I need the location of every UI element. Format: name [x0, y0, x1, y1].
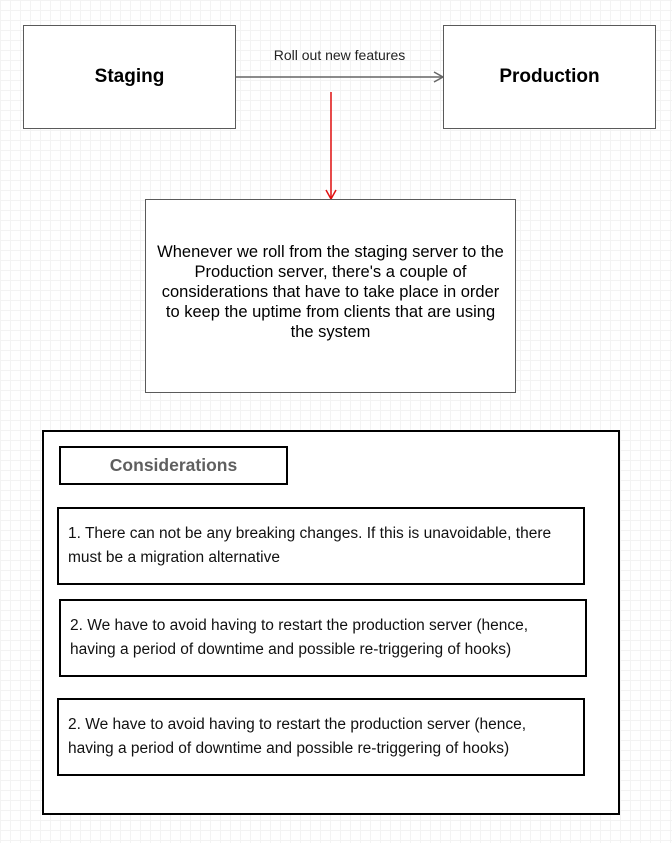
consideration-item-1[interactable] [57, 507, 585, 585]
consideration-item-1-text: 1. There can not be any breaking changes. If this is unavoidable, there must be a migration alternative [68, 525, 552, 566]
considerations-title [59, 446, 288, 485]
production-node[interactable] [443, 25, 656, 129]
considerations-title-text: Considerations [109, 455, 238, 475]
consideration-item-3[interactable] [57, 698, 585, 776]
production-label: Production [499, 66, 600, 87]
consideration-item-2-text: 2. We have to avoid having to restart the production server (hence, having a period of downtime and possible re-triggering of hooks) [70, 617, 529, 658]
rollout-note-text: Whenever we roll from the staging server to the Production server, there's a couple of considerations that have to take place in order to keep the uptime from clients that are using the system [157, 243, 504, 341]
staging-label: Staging [94, 66, 165, 87]
consideration-item-2[interactable] [59, 599, 587, 677]
rollout-edge-label: Roll out new features [273, 47, 406, 63]
consideration-item-3-text: 2. We have to avoid having to restart the production server (hence, having a period of downtime and possible re-triggering of hooks) [68, 716, 527, 757]
rollout-note[interactable] [145, 199, 516, 393]
note-arrow-head [326, 190, 336, 199]
rollout-arrow-head [434, 72, 443, 82]
staging-node[interactable] [23, 25, 236, 129]
